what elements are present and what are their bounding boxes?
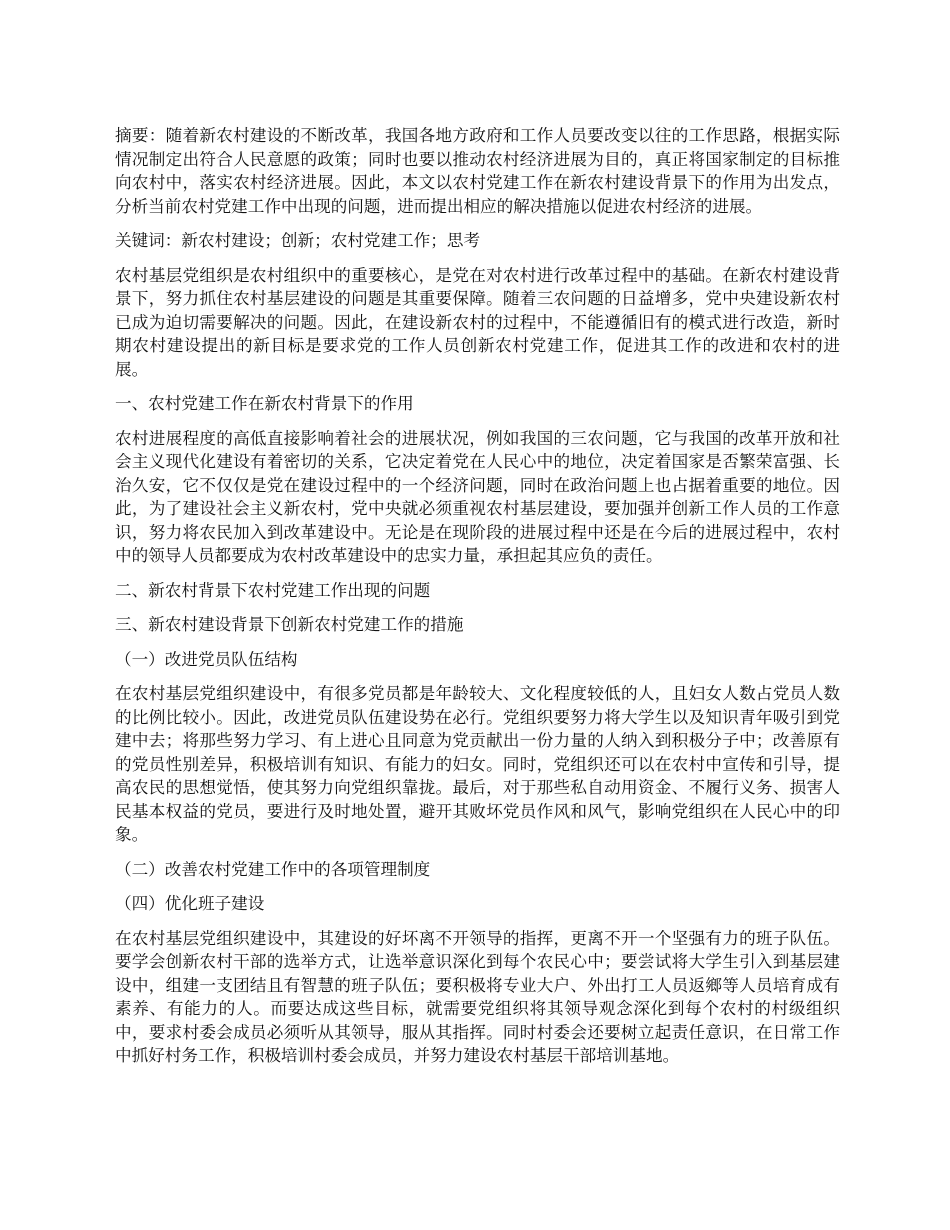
section-heading-3: 三、新农村建设背景下创新农村党建工作的措施 bbox=[115, 615, 464, 634]
section-1-paragraph: 农村进展程度的高低直接影响着社会的进展状况，例如我国的三农问题，它与我国的改革开放和社会主义现代化建设有着密切的关系，它决定着党在人民心中的地位，决定着国家是否繁荣富强、长治久安，它不仅仅是党在建设过程中的一个经济问题，同时在政治问题上也占据着重要的地位。因此，为了建设社会主义新农村，党中央就必须重视农村基层建设，要加强并创新工作人员的工作意识，努力将农民加入到改革建设中。无论是在现阶段的进展过程中还是在今后的进展过程中，农村中的领导人员都要成为农村改革建设中的忠实力量，承担起其应负的责任。 bbox=[115, 428, 840, 565]
subsection-1-paragraph: 在农村基层党组织建设中，有很多党员都是年龄较大、文化程度较低的人，且妇女人数占党员人数的比例比较小。因此，改进党员队伍建设势在必行。党组织要努力将大学生以及知识青年吸引到党建中去；将那些努力学习、有上进心且同意为党贡献出一份力量的人纳入到积极分子中；改善原有的党员性别差异，积极培训有知识、有能力的妇女。同时，党组织还可以在农村中宣传和引导，提高农民的思想觉悟，使其努力向党组织靠拢。最后，对于那些私自动用资金、不履行义务、损害人民基本权益的党员，要进行及时地处置，避开其败坏党员作风和风气，影响党组织在人民心中的印象。 bbox=[115, 684, 840, 844]
subsection-4-paragraph: 在农村基层党组织建设中，其建设的好坏离不开领导的指挥，更离不开一个坚强有力的班子队伍。要学会创新农村干部的选举方式，让选举意识深化到每个农民心中；要尝试将大学生引入到基层建设中，组建一支团结且有智慧的班子队伍；要积极将专业大户、外出打工人员返鄉等人员培育成有素养、有能力的人。而要达成这些目标，就需要党组织将其领导观念深化到每个农村的村级组织中，要求村委会成员必须听从其领导，服从其指挥。同时村委会还要树立起责任意识，在日常工作中抓好村务工作，积极培训村委会成员，并努力建设农村基层干部培训基地。 bbox=[115, 928, 840, 1065]
subsection-heading-4: （四）优化班子建设 bbox=[115, 894, 265, 913]
section-heading-2: 二、新农村背景下农村党建工作出现的问题 bbox=[115, 580, 431, 600]
subsection-heading-2: （二）改善农村党建工作中的各项管理制度 bbox=[115, 859, 431, 879]
document-body bbox=[115, 124, 840, 1079]
subsection-heading-1: （一）改进党员队伍结构 bbox=[115, 649, 298, 669]
abstract-paragraph: 摘要：随着新农村建设的不断改革，我国各地方政府和工作人员要改变以往的工作思路，根据实际情况制定出符合人民意愿的政策；同时也要以推动农村经济进展为目的，真正将国家制定的目标推向农村中，落实农村经济进展。因此，本文以农村党建工作在新农村建设背景下的作用为出发点，分析当前农村党建工作中出现的问题，进而提出相应的解决措施以促进农村经济的进展。 bbox=[115, 126, 840, 216]
section-heading-1: 一、农村党建工作在新农村背景下的作用 bbox=[115, 394, 414, 413]
intro-paragraph: 农村基层党组织是农村组织中的重要核心，是党在对农村进行改革过程中的基础。在新农村建设背景下，努力抓住农村基层建设的问题是其重要保障。随着三农问题的日益增多，党中央建设新农村已成为迫切需要解决的问题。因此，在建设新农村的过程中，不能遵循旧有的模式进行改造，新时期农村建设提出的新目标是要求党的工作人员创新农村党建工作，促进其工作的改进和农村的进展。 bbox=[115, 265, 840, 379]
keywords-line: 关键词：新农村建设；创新；农村党建工作；思考 bbox=[115, 231, 481, 250]
